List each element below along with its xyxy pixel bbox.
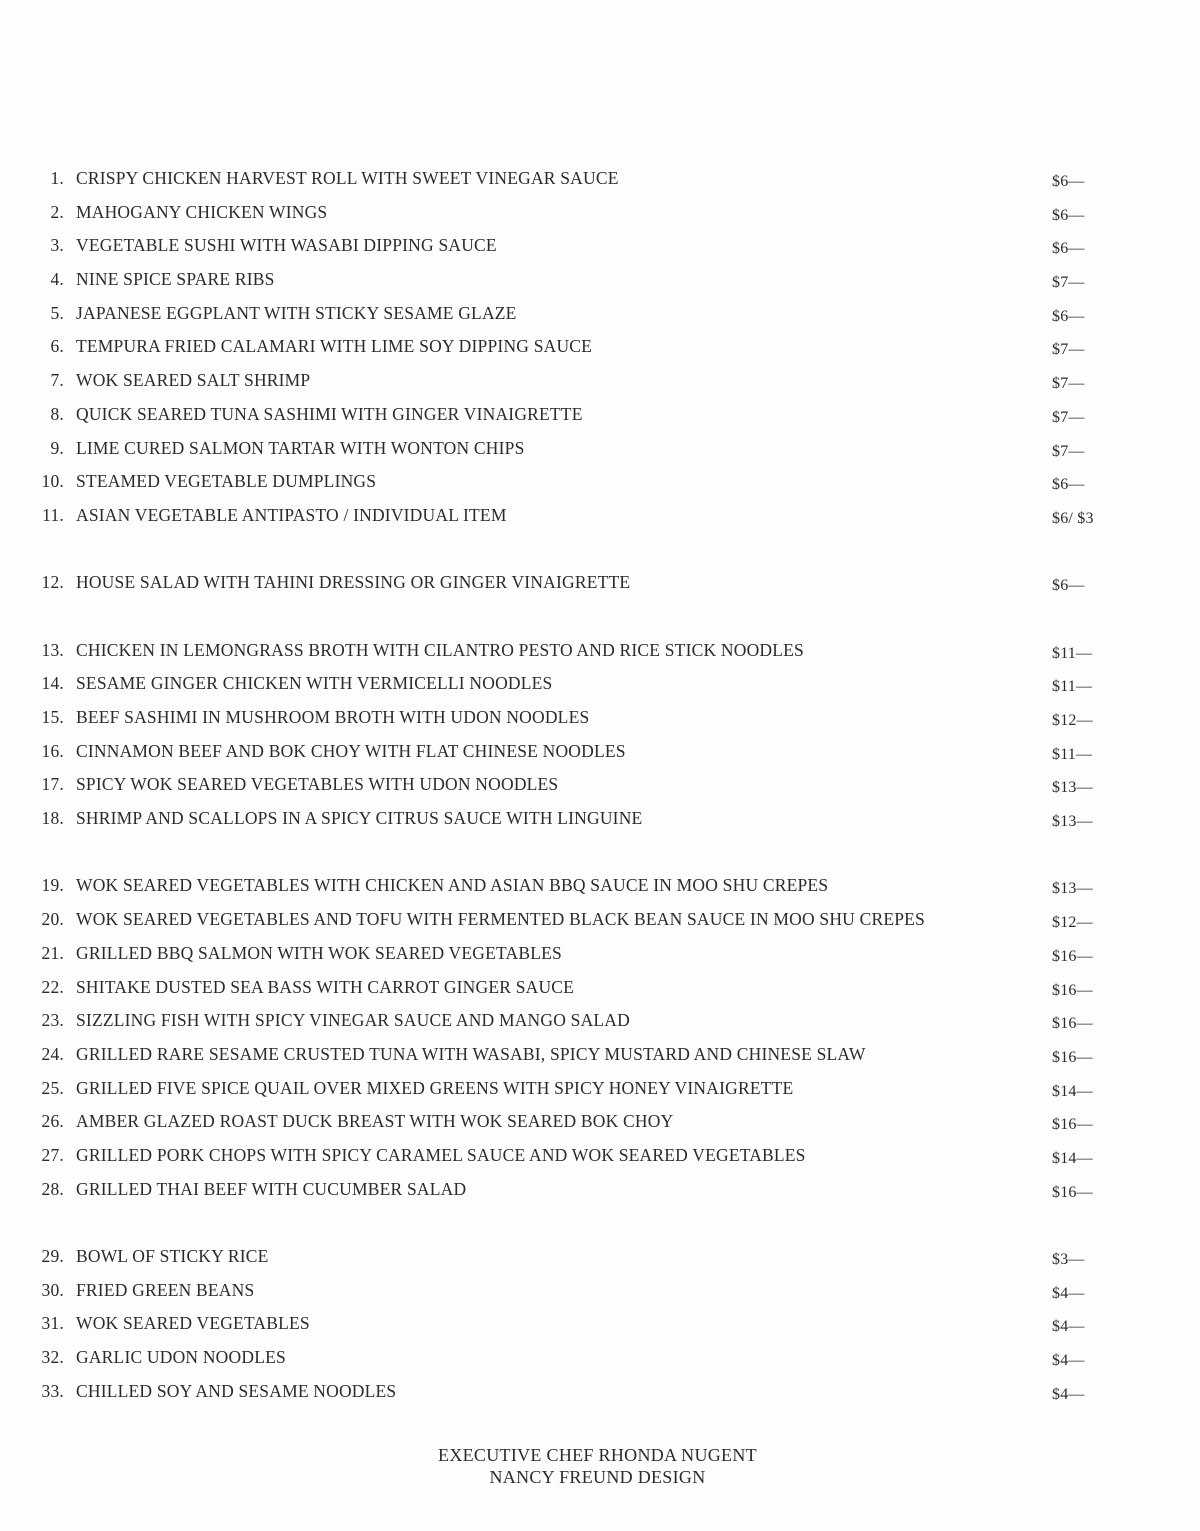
menu-item: [0, 973, 1200, 1007]
item-price: $16—: [1052, 981, 1093, 999]
item-number: 6.: [50, 336, 64, 357]
item-number: 32.: [41, 1347, 64, 1368]
item-description: NINE SPICE SPARE RIBS: [76, 269, 275, 290]
menu-item: [0, 332, 1200, 366]
item-description: GARLIC UDON NOODLES: [76, 1347, 286, 1368]
item-price: $7—: [1052, 375, 1085, 393]
menu-item: [0, 299, 1200, 333]
menu-item: [0, 467, 1200, 501]
item-price: $14—: [1052, 1082, 1093, 1100]
menu-item: [0, 1141, 1200, 1175]
item-number: 23.: [41, 1010, 64, 1031]
menu-item: [0, 737, 1200, 771]
item-price: $13—: [1052, 880, 1093, 898]
item-number: 22.: [41, 976, 64, 997]
item-description: HOUSE SALAD WITH TAHINI DRESSING OR GINGER VINAIGRETTE: [76, 572, 631, 593]
menu-item: [0, 871, 1200, 905]
design-credit: NANCY FREUND DESIGN: [489, 1467, 706, 1487]
item-price: $6—: [1052, 307, 1085, 325]
menu-item: [0, 1006, 1200, 1040]
menu-item: [0, 770, 1200, 804]
item-description: JAPANESE EGGPLANT WITH STICKY SESAME GLAZE: [76, 302, 517, 323]
menu-item: [0, 1040, 1200, 1074]
item-description: GRILLED PORK CHOPS WITH SPICY CARAMEL SAUCE AND WOK SEARED VEGETABLES: [76, 1144, 806, 1165]
item-number: 17.: [41, 774, 64, 795]
menu-item: [0, 804, 1200, 838]
item-description: GRILLED BBQ SALMON WITH WOK SEARED VEGETABLES: [76, 942, 562, 963]
item-number: 10.: [41, 471, 64, 492]
item-number: 31.: [41, 1313, 64, 1334]
item-number: 2.: [50, 201, 64, 222]
item-description: CHILLED SOY AND SESAME NOODLES: [76, 1380, 397, 1401]
item-description: LIME CURED SALMON TARTAR WITH WONTON CHIPS: [76, 437, 525, 458]
menu-item: [0, 366, 1200, 400]
item-price: $3—: [1052, 1251, 1085, 1268]
menu-item: [0, 1107, 1200, 1141]
menu-item: [0, 568, 1200, 602]
item-description: SESAME GINGER CHICKEN WITH VERMICELLI NOODLES: [76, 673, 553, 694]
item-number: 11.: [42, 504, 64, 525]
menu-group: [0, 636, 1200, 838]
menu-item: [0, 1343, 1200, 1377]
item-number: 30.: [41, 1279, 64, 1300]
executive-chef-credit: EXECUTIVE CHEF RHONDA NUGENT: [438, 1445, 757, 1465]
item-price: $16—: [1052, 1183, 1093, 1201]
menu-group: [0, 1242, 1200, 1410]
item-description: VEGETABLE SUSHI WITH WASABI DIPPING SAUCE: [76, 235, 497, 256]
item-price: $16—: [1052, 947, 1093, 965]
item-description: QUICK SEARED TUNA SASHIMI WITH GINGER VINAIGRETTE: [76, 403, 583, 424]
menu-item: [0, 939, 1200, 973]
item-price: $7—: [1052, 341, 1085, 359]
menu-item: [0, 1074, 1200, 1108]
item-description: CINNAMON BEEF AND BOK CHOY WITH FLAT CHINESE NOODLES: [76, 740, 626, 761]
item-price: $14—: [1052, 1149, 1093, 1167]
item-number: 3.: [50, 235, 64, 256]
item-description: SPICY WOK SEARED VEGETABLES WITH UDON NOODLES: [76, 774, 559, 795]
credits: [0, 1444, 1195, 1488]
item-price: $16—: [1052, 1015, 1093, 1033]
item-price: $4—: [1052, 1352, 1085, 1370]
item-description: MAHOGANY CHICKEN WINGS: [76, 201, 328, 222]
item-number: 9.: [50, 437, 64, 458]
item-number: 33.: [41, 1380, 64, 1401]
item-number: 26.: [41, 1111, 64, 1132]
item-number: 21.: [41, 942, 64, 963]
item-description: SIZZLING FISH WITH SPICY VINEGAR SAUCE AND MANGO SALAD: [76, 1010, 630, 1031]
menu-item: [0, 400, 1200, 434]
item-number: 13.: [41, 639, 64, 660]
item-description: FRIED GREEN BEANS: [76, 1279, 255, 1300]
item-description: BOWL OF STICKY RICE: [76, 1246, 269, 1266]
menu-item: [0, 1309, 1200, 1343]
menu-item: [0, 1276, 1200, 1310]
item-description: SHITAKE DUSTED SEA BASS WITH CARROT GINGER SAUCE: [76, 976, 575, 997]
menu-item: [0, 501, 1200, 535]
menu-group: [0, 568, 1200, 602]
menu-list: [0, 164, 1200, 1410]
item-number: 27.: [41, 1144, 64, 1165]
item-description: SHRIMP AND SCALLOPS IN A SPICY CITRUS SAUCE WITH LINGUINE: [76, 808, 643, 829]
item-number: 18.: [41, 808, 64, 829]
menu-item: [0, 669, 1200, 703]
item-price: $6—: [1052, 173, 1085, 190]
menu-group: [0, 164, 1200, 535]
item-price: $4—: [1052, 1318, 1085, 1336]
item-number: 5.: [50, 302, 64, 323]
menu-item: [0, 1175, 1200, 1209]
item-number: 14.: [41, 673, 64, 694]
item-price: $12—: [1052, 914, 1093, 932]
item-price: $13—: [1052, 813, 1093, 831]
item-price: $6/ $3: [1052, 509, 1094, 527]
item-price: $13—: [1052, 779, 1093, 797]
item-number: 1.: [50, 168, 64, 188]
menu-item: [0, 434, 1200, 468]
item-description: AMBER GLAZED ROAST DUCK BREAST WITH WOK SEARED BOK CHOY: [76, 1111, 674, 1132]
item-number: 15.: [41, 707, 64, 727]
item-description: ASIAN VEGETABLE ANTIPASTO / INDIVIDUAL ITEM: [76, 504, 507, 525]
menu-item: [0, 1242, 1200, 1276]
item-description: WOK SEARED VEGETABLES: [76, 1313, 310, 1334]
item-number: 4.: [50, 269, 64, 290]
item-price: $7—: [1052, 274, 1085, 292]
item-number: 16.: [41, 740, 64, 761]
item-price: $6—: [1052, 476, 1085, 494]
menu-item: [0, 265, 1200, 299]
item-description: CHICKEN IN LEMONGRASS BROTH WITH CILANTRO PESTO AND RICE STICK NOODLES: [76, 639, 804, 660]
item-description: TEMPURA FRIED CALAMARI WITH LIME SOY DIPPING SAUCE: [76, 336, 593, 357]
item-number: 8.: [50, 403, 64, 424]
menu-item: [0, 198, 1200, 232]
item-price: $16—: [1052, 1116, 1093, 1134]
item-number: 28.: [41, 1178, 64, 1199]
item-price: $7—: [1052, 442, 1085, 460]
item-price: $11—: [1052, 644, 1093, 662]
item-number: 24.: [41, 1043, 64, 1064]
item-number: 19.: [41, 875, 64, 896]
menu-item: [0, 905, 1200, 939]
item-description: STEAMED VEGETABLE DUMPLINGS: [76, 471, 377, 492]
item-description: GRILLED THAI BEEF WITH CUCUMBER SALAD: [76, 1178, 467, 1199]
menu-item: [0, 1377, 1200, 1411]
item-price: $7—: [1052, 408, 1085, 426]
menu-item: [0, 231, 1200, 265]
item-description: WOK SEARED SALT SHRIMP: [76, 370, 311, 391]
item-description: WOK SEARED VEGETABLES AND TOFU WITH FERMENTED BLACK BEAN SAUCE IN MOO SHU CREPES: [76, 909, 925, 930]
menu-item: [0, 636, 1200, 670]
item-price: $6—: [1052, 577, 1085, 595]
item-number: 29.: [41, 1246, 64, 1266]
item-number: 7.: [50, 370, 64, 391]
menu-item: [0, 164, 1200, 198]
item-price: $4—: [1052, 1385, 1085, 1403]
item-price: $12—: [1052, 712, 1093, 729]
item-number: 12.: [41, 572, 64, 593]
item-number: 20.: [41, 909, 64, 930]
item-description: BEEF SASHIMI IN MUSHROOM BROTH WITH UDON NOODLES: [76, 707, 590, 727]
item-description: WOK SEARED VEGETABLES WITH CHICKEN AND ASIAN BBQ SAUCE IN MOO SHU CREPES: [76, 875, 829, 896]
menu-group: [0, 871, 1200, 1208]
menu-item: [0, 703, 1200, 737]
item-price: $11—: [1052, 745, 1093, 763]
item-description: GRILLED FIVE SPICE QUAIL OVER MIXED GREENS WITH SPICY HONEY VINAIGRETTE: [76, 1077, 794, 1098]
item-price: $16—: [1052, 1048, 1093, 1066]
item-price: $4—: [1052, 1284, 1085, 1302]
item-description: GRILLED RARE SESAME CRUSTED TUNA WITH WASABI, SPICY MUSTARD AND CHINESE SLAW: [76, 1043, 866, 1064]
item-number: 25.: [41, 1077, 64, 1098]
item-price: $6—: [1052, 206, 1085, 224]
item-price: $11—: [1052, 678, 1093, 696]
item-price: $6—: [1052, 240, 1085, 258]
item-description: CRISPY CHICKEN HARVEST ROLL WITH SWEET VINEGAR SAUCE: [76, 168, 619, 188]
